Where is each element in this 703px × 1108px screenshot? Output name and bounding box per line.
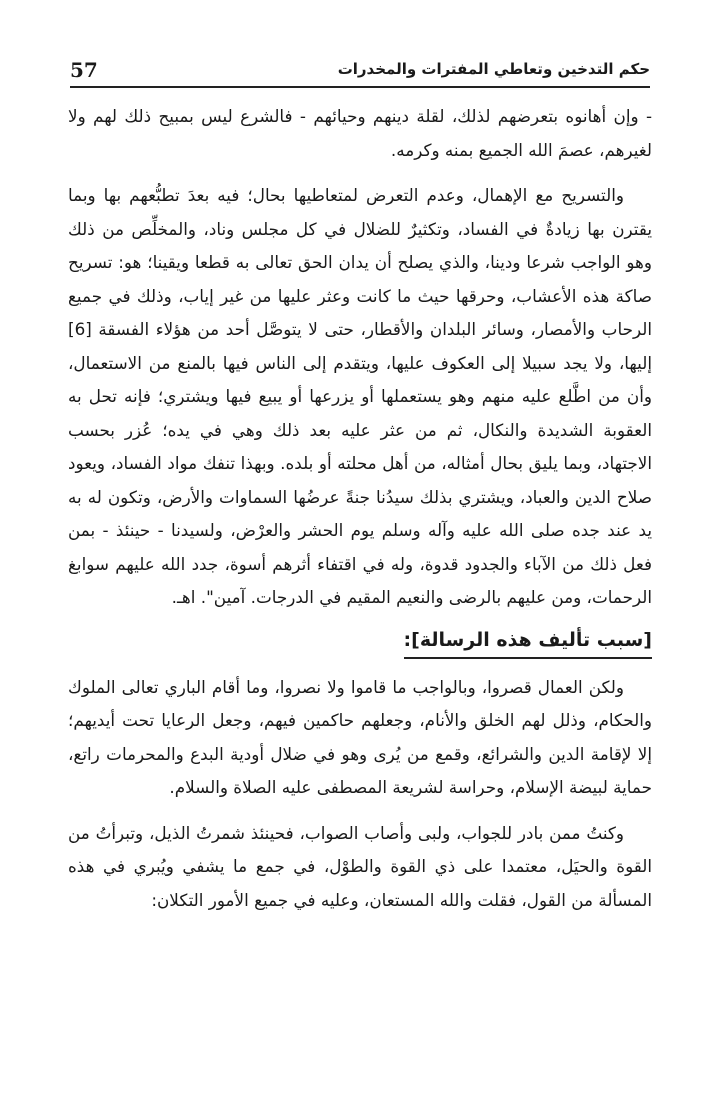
running-title: حكم التدخين وتعاطي المفترات والمخدرات (337, 60, 650, 78)
paragraph-section-2: وكنتُ ممن بادر للجواب، ولبى وأصاب الصواب، فحينئذ شمرتُ الذيل، وتبرأتُ من القوة والحيَل، معتمدا على ذي القوة والطوْل، في جمع ما يشفي ويُبري في هذه المسألة من القول، فقلت والله المستعان، وعليه في جميع الأمور التكلان: (68, 822, 652, 910)
section-heading-wrapper (68, 615, 652, 671)
paragraph-continuation: - وإن أهانوه بتعرضهم لذلك، لقلة دينهم وحيائهم - فالشرع ليس بمبيح ذلك لهم ولا لغيرهم، عصمَ الله الجميع بمنه وكرمه. (68, 106, 652, 160)
paragraph-section-1: ولكن العمال قصروا، وبالواجب ما قاموا ولا نصروا، وما أقام الباري تعالى الملوك والحكام، وذلل لهم الخلق والأنام، وجعلهم حاكمين فيهم، وجعل الرعايا تحت أيديهم؛ إلا لإقامة الدين والشرائع، وقمع من يُرى وهو في ضلال أودية البدع والمحرمات راتع، حماية لبيضة الإسلام، وحراسة لشريعة المصطفى عليه الصلاة والسلام. (68, 676, 652, 797)
paragraph-main: والتسريح مع الإهمال، وعدم التعرض لمتعاطيها بحال؛ فيه بعدَ تطبُّعهم بها وبما يقترن بها زيادةٌ في الفساد، وتكثيرٌ للضلال في كل مجلس وناد، والمخلِّص من ذلك وهو الواجب شرعا ودينا، والذي يصلح أن يدان الحق تعالى به قطعا ويقينا؛ هو: تسريح صاكة هذه الأعشاب، وحرقها حيث ما كانت وعثر عليها من غير إياب، وذلك في جميع الرحاب والأمصار، وسائر البلدان والأقطار، حتى لا يتوصَّل أحد من هؤلاء الفسقة [6] إليها، ولا يجد سبيلا إلى العكوف عليها، ويتقدم إلى الناس فيها بالمنع من الاستعمال، وأن من اطَّلع عليه منهم وهو يستعملها أو يزرعها أو يبيع فيها ويشتري؛ فإنه تحل به العقوبة الشديدة والنكال، ثم من عثر عليه بعد ذلك وهي في يده؛ عُزر بحسب الاجتهاد، وبما يليق بحال أمثاله، من أهل محلته أو بلده. وبهذا تنفك مواد الفساد، ويعود صلاح الدين والعباد، ويشتري بذلك سيدُنا جنةً عرضُها السماوات والأرض، وتكون له به يد عند جده صلى الله عليه وآله وسلم يوم الحشر والعرْض، ولسيدنا - حينئذ - بمن فعل ذلك من الآباء والجدود قدوة، وله في اقتفاء أثرهم أسوة، جدد الله عليهم سوابغ الرحمات، ومن عليهم بالرضى والنعيم المقيم في الدرجات. آمين". اهـ. (68, 185, 652, 607)
page-header (70, 56, 650, 88)
page-number: 57 (70, 58, 98, 82)
section-title: [سبب تأليف هذه الرسالة]: (404, 625, 652, 659)
page-body (68, 100, 652, 917)
